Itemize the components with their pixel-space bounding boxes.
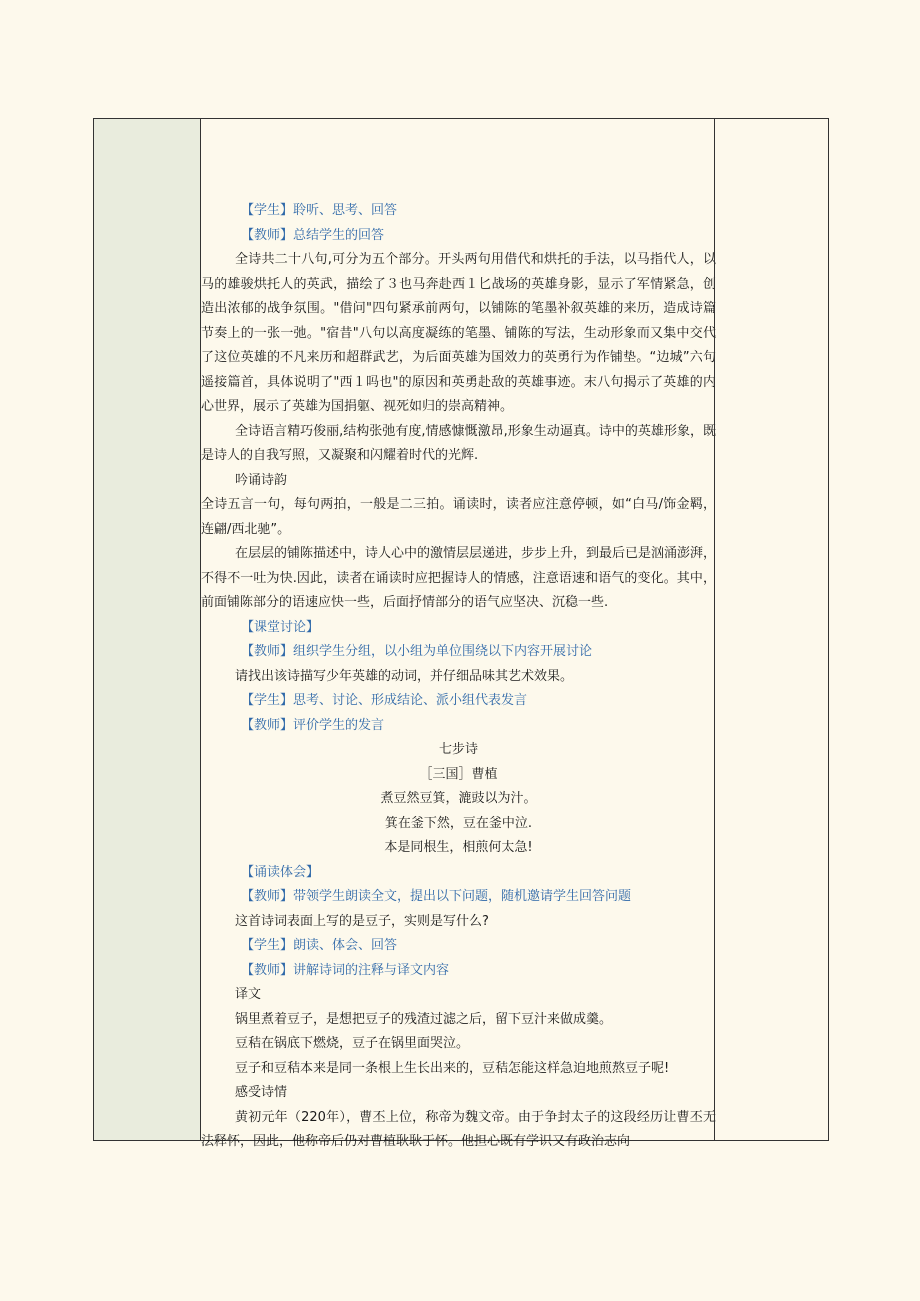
text-line: 箕在釜下然，豆在釜中泣. [384, 815, 533, 831]
content-column [201, 119, 717, 1149]
text-line: 全诗共二十八句,可分为五个部分。开头两句用借代和烘托的手法，以马指代人，以 [235, 252, 716, 267]
text-line: 豆子和豆秸本来是同一条根上生长出来的，豆秸怎能这样急迫地煎熬豆子呢! [235, 1060, 670, 1076]
text-line: 煮豆然豆箕，漉豉以为汁。 [380, 791, 537, 806]
text-line: 前面铺陈部分的语速应快一些，后面抒情部分的语气应坚决、沉稳一些. [201, 595, 609, 610]
text-line: 【学生】思考、讨论、形成结论、派小组代表发言 [241, 693, 528, 708]
text-line: 【课堂讨论】 [241, 619, 320, 635]
text-line: 【学生】朗读、体会、回答 [241, 938, 398, 953]
text-line: 连翩/西北驰”。 [201, 521, 291, 537]
text-line: 锅里煮着豆子，是想把豆子的残渣过滤之后，留下豆汁来做成羹。 [235, 1011, 613, 1027]
lesson-content [201, 199, 716, 1155]
text-line: 全诗五言一句，每句两拍，一般是二三拍。诵读时，读者应注意停顿，如“白马/饰金羁， [201, 497, 716, 512]
text-line: 感受诗情 [235, 1085, 288, 1100]
text-line: 【教师】评价学生的发言 [241, 717, 385, 733]
text-line: 马的雄骏烘托人的英武，描绘了３也马奔赴西１匕战场的英雄身影，显示了军情紧急，创 [201, 276, 716, 292]
text-line: 全诗语言精巧俊丽,结构张弛有度,情感慷慨激昂,形象生动逼真。诗中的英雄形象，既 [235, 423, 716, 439]
text-line: 译文 [235, 987, 262, 1002]
text-line: 是诗人的自我写照，又凝聚和闪耀着时代的光辉. [201, 448, 479, 463]
text-line: 【教师】总结学生的回答 [241, 227, 385, 243]
text-line: 这首诗词表面上写的是豆子，实则是写什么? [235, 913, 489, 929]
text-line: 【教师】带领学生朗读全文，提出以下问题，随机邀请学生回答问题 [241, 889, 632, 904]
text-line: 心世界，展示了英雄为国捐躯、视死如归的崇高精神。 [201, 399, 514, 414]
text-line: ［三国］曹植 [419, 766, 498, 782]
text-line: 吟诵诗韵 [235, 472, 288, 488]
text-line: 【教师】组织学生分组，以小组为单位围绕以下内容开展讨论 [241, 644, 593, 659]
lesson-table [93, 118, 829, 1149]
text-line: 本是同根生，相煎何太急! [384, 840, 533, 855]
text-line: 不得不一吐为快.因此，读者在诵读时应把握诗人的情感，注意语速和语气的变化。其中， [201, 570, 716, 586]
text-line: 请找出该诗描写少年英雄的动词，并仔细品味其艺术效果。 [235, 668, 574, 684]
text-line: 在层层的铺陈描述中，诗人心中的激情层层递进，步步上升，到最后已是汹涌澎湃， [235, 546, 717, 561]
text-line: 了这位英雄的不凡来历和超群武艺，为后面英雄为国效力的英勇行为作铺垫。“边城”六句 [201, 350, 716, 365]
text-line: 节奏上的一张一弛。"宿昔"八句以高度凝练的笔墨、铺陈的写法，生动形象而又集中交代 [201, 325, 716, 341]
text-line: 黄初元年（220年），曹丕上位，称帝为魏文帝。由于争封太子的这段经历让曹丕无 [235, 1109, 716, 1125]
text-line: 【教师】讲解诗词的注释与译文内容 [241, 962, 450, 978]
text-line: 造出浓郁的战争氛围。"借问"四句紧承前两句，以铺陈的笔墨补叙英雄的来历，造成诗篇 [201, 301, 716, 316]
text-line: 豆秸在锅底下燃烧，豆子在锅里面哭泣。 [235, 1036, 470, 1051]
left-column [94, 119, 201, 1140]
right-column [714, 119, 828, 1140]
text-line: 遥接篇首，具体说明了"西１吗也"的原因和英勇赴敌的英雄事迹。末八句揭示了英雄的内 [201, 374, 716, 390]
text-line: 法释怀，因此，他称帝后仍对曹植耿耿于怀。他担心既有学识又有政治志向 [201, 1134, 631, 1149]
text-line: 七步诗 [438, 742, 478, 757]
text-line: 【学生】聆听、思考、回答 [241, 203, 398, 218]
text-line: 【诵读体会】 [241, 864, 320, 880]
